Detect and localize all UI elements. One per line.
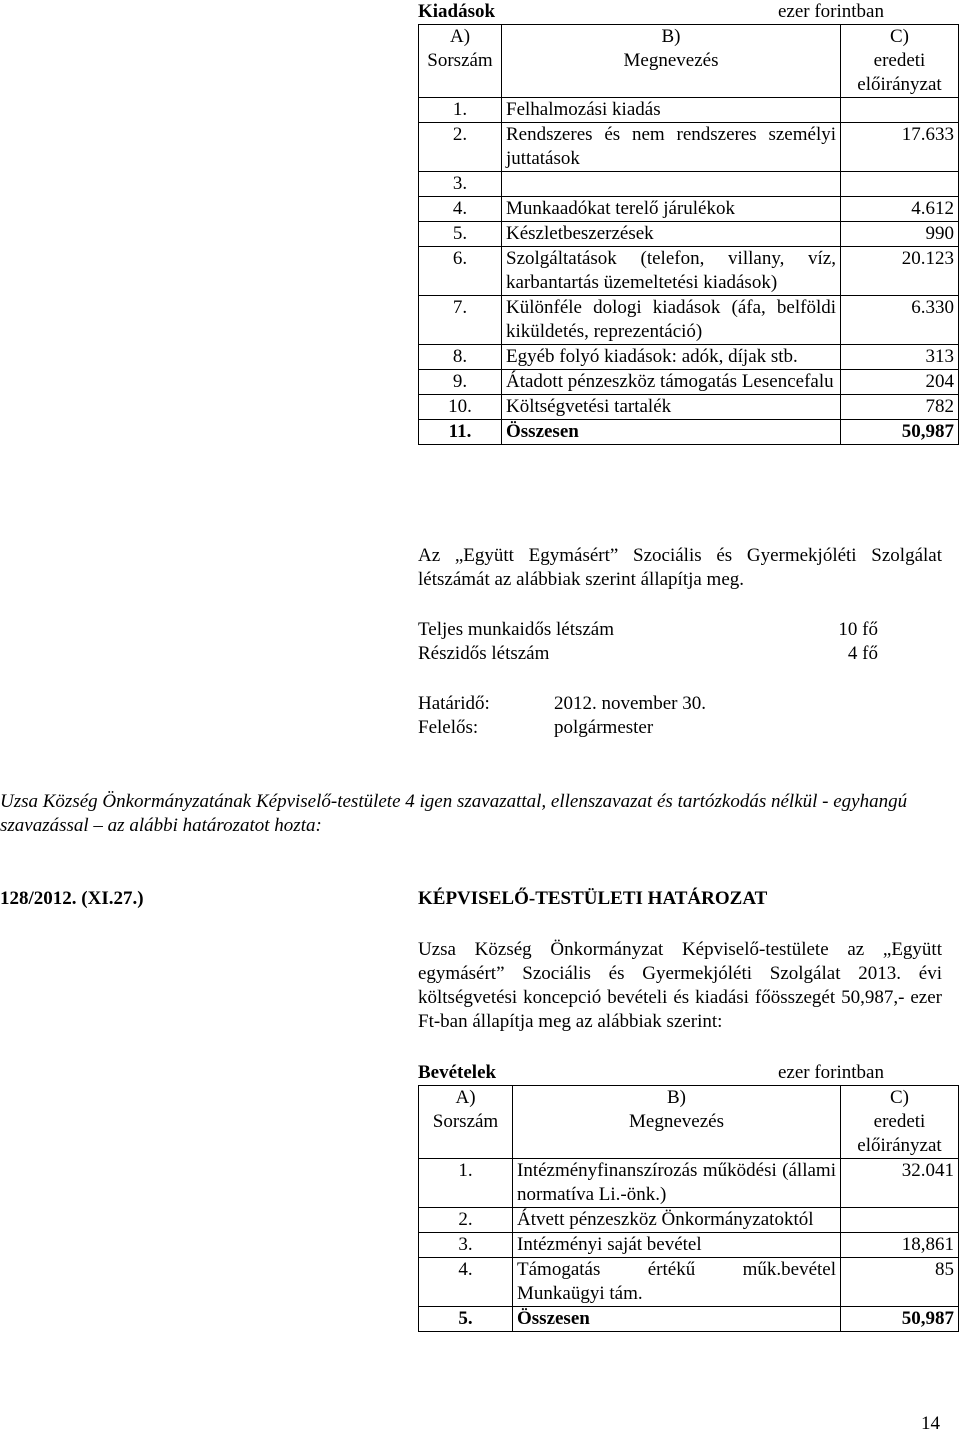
row-value (841, 98, 959, 123)
row-value: 85 (841, 1258, 959, 1307)
row-value: 204 (841, 370, 959, 395)
revenues-caption (418, 1061, 884, 1085)
resolution-number: 128/2012. (XI.27.) (0, 888, 144, 909)
table-row (419, 1233, 959, 1258)
expenses-heading: Kiadások (418, 1, 496, 22)
row-value: 20.123 (841, 247, 959, 296)
row-value: 6.330 (841, 296, 959, 345)
row-no: 4. (419, 197, 502, 222)
row-value: 313 (841, 345, 959, 370)
deadline-line (418, 692, 706, 716)
table-row (419, 123, 959, 172)
table-row (419, 222, 959, 247)
row-no: 1. (419, 98, 502, 123)
row-no: 3. (419, 1233, 513, 1258)
row-value: 50,987 (841, 420, 959, 445)
row-no: 1. (419, 1159, 513, 1208)
row-value: 782 (841, 395, 959, 420)
full-time-value: 10 fő (838, 619, 878, 640)
row-no: 5. (419, 1307, 513, 1332)
expenses-total-row (419, 420, 959, 445)
table-row (419, 370, 959, 395)
expenses-header-row (419, 25, 959, 98)
resolution-body: Uzsa Község Önkormányzat Képviselő-testülete az „Együtt egymásért” Szociális és Gyermekjóléti Szolgálat 2013. évi költségvetési koncepció bevételi és kiadási főösszegét 50,987,- ezer Ft-ban állapítja meg az alábbiak szerint: (418, 939, 942, 1032)
row-no: 8. (419, 345, 502, 370)
row-value: 990 (841, 222, 959, 247)
resolution-title: KÉPVISELŐ-TESTÜLETI HATÁROZAT (418, 888, 768, 909)
staff-full-time (418, 618, 878, 642)
revenues-heading: Bevételek (418, 1062, 497, 1083)
row-value (841, 1208, 959, 1233)
table-row (419, 1159, 959, 1208)
row-value: 17.633 (841, 123, 959, 172)
row-name (502, 172, 841, 197)
row-no: 3. (419, 172, 502, 197)
row-name: Átvett pénzeszköz Önkormányzatoktól (513, 1208, 841, 1233)
row-no: 2. (419, 123, 502, 172)
deadline-value: 2012. november 30. (554, 693, 706, 714)
row-no: 11. (419, 420, 502, 445)
row-name: Rendszeres és nem rendszeres személyi juttatások (502, 123, 841, 172)
row-value: 4.612 (841, 197, 959, 222)
row-name: Költségvetési tartalék (502, 395, 841, 420)
row-no: 6. (419, 247, 502, 296)
part-time-label: Részidős létszám (418, 643, 550, 664)
row-no: 4. (419, 1258, 513, 1307)
row-no: 2. (419, 1208, 513, 1233)
row-no: 7. (419, 296, 502, 345)
row-value: 50,987 (841, 1307, 959, 1332)
page-number: 14 (921, 1413, 940, 1434)
row-name: Különféle dologi kiadások (áfa, belföldi kiküldetés, reprezentáció) (502, 296, 841, 345)
table-row (419, 395, 959, 420)
header-name: B) Megnevezés (502, 25, 841, 98)
row-name: Intézményi saját bevétel (513, 1233, 841, 1258)
row-name: Munkaadókat terelő járulékok (502, 197, 841, 222)
header-no: A) Sorszám (419, 25, 502, 98)
row-name: Átadott pénzeszköz támogatás Lesencefalu (502, 370, 841, 395)
table-row (419, 247, 959, 296)
row-name: Támogatás értékű műk.bevétel Munkaügyi tám. (513, 1258, 841, 1307)
revenues-unit: ezer forintban (777, 1062, 884, 1083)
header-value: C) eredeti előirányzat (841, 25, 959, 98)
row-name: Felhalmozási kiadás (502, 98, 841, 123)
row-name: Egyéb folyó kiadások: adók, díjak stb. (502, 345, 841, 370)
part-time-value: 4 fő (847, 643, 878, 664)
responsible-label: Felelős: (418, 717, 479, 738)
row-name: Készletbeszerzések (502, 222, 841, 247)
revenues-header-row (419, 1086, 959, 1159)
responsible-line (418, 716, 653, 740)
expenses-table (418, 24, 959, 445)
row-name: Összesen (502, 420, 841, 445)
table-row (419, 197, 959, 222)
row-no: 10. (419, 395, 502, 420)
deadline-label: Határidő: (418, 693, 490, 714)
table-row (419, 98, 959, 123)
row-name: Összesen (513, 1307, 841, 1332)
full-time-label: Teljes munkaidős létszám (418, 619, 615, 640)
row-name: Szolgáltatások (telefon, villany, víz, karbantartás üzemeltetési kiadások) (502, 247, 841, 296)
row-value: 18,861 (841, 1233, 959, 1258)
row-value (841, 172, 959, 197)
row-value: 32.041 (841, 1159, 959, 1208)
table-row (419, 296, 959, 345)
header-value: C) eredeti előirányzat (841, 1086, 959, 1159)
table-row (419, 1208, 959, 1233)
vote-text: Uzsa Község Önkormányzatának Képviselő-testülete 4 igen szavazattal, ellenszavazat és tartózkodás nélkül - egyhangú szavazással – az alábbi határozatot hozta: (0, 791, 908, 836)
revenues-total-row (419, 1307, 959, 1332)
header-no: A) Sorszám (419, 1086, 513, 1159)
row-name: Intézményfinanszírozás működési (állami normatíva Li.-önk.) (513, 1159, 841, 1208)
revenues-table (418, 1085, 959, 1332)
expenses-caption (418, 0, 884, 24)
table-row (419, 345, 959, 370)
table-row (419, 172, 959, 197)
staff-intro: Az „Együtt Egymásért” Szociális és Gyermekjóléti Szolgálat létszámát az alábbiak szerint állapítja meg. (418, 545, 942, 590)
staff-part-time (418, 642, 878, 666)
header-name: B) Megnevezés (513, 1086, 841, 1159)
responsible-value: polgármester (554, 717, 654, 738)
row-no: 9. (419, 370, 502, 395)
table-row (419, 1258, 959, 1307)
expenses-unit: ezer forintban (777, 1, 884, 22)
row-no: 5. (419, 222, 502, 247)
